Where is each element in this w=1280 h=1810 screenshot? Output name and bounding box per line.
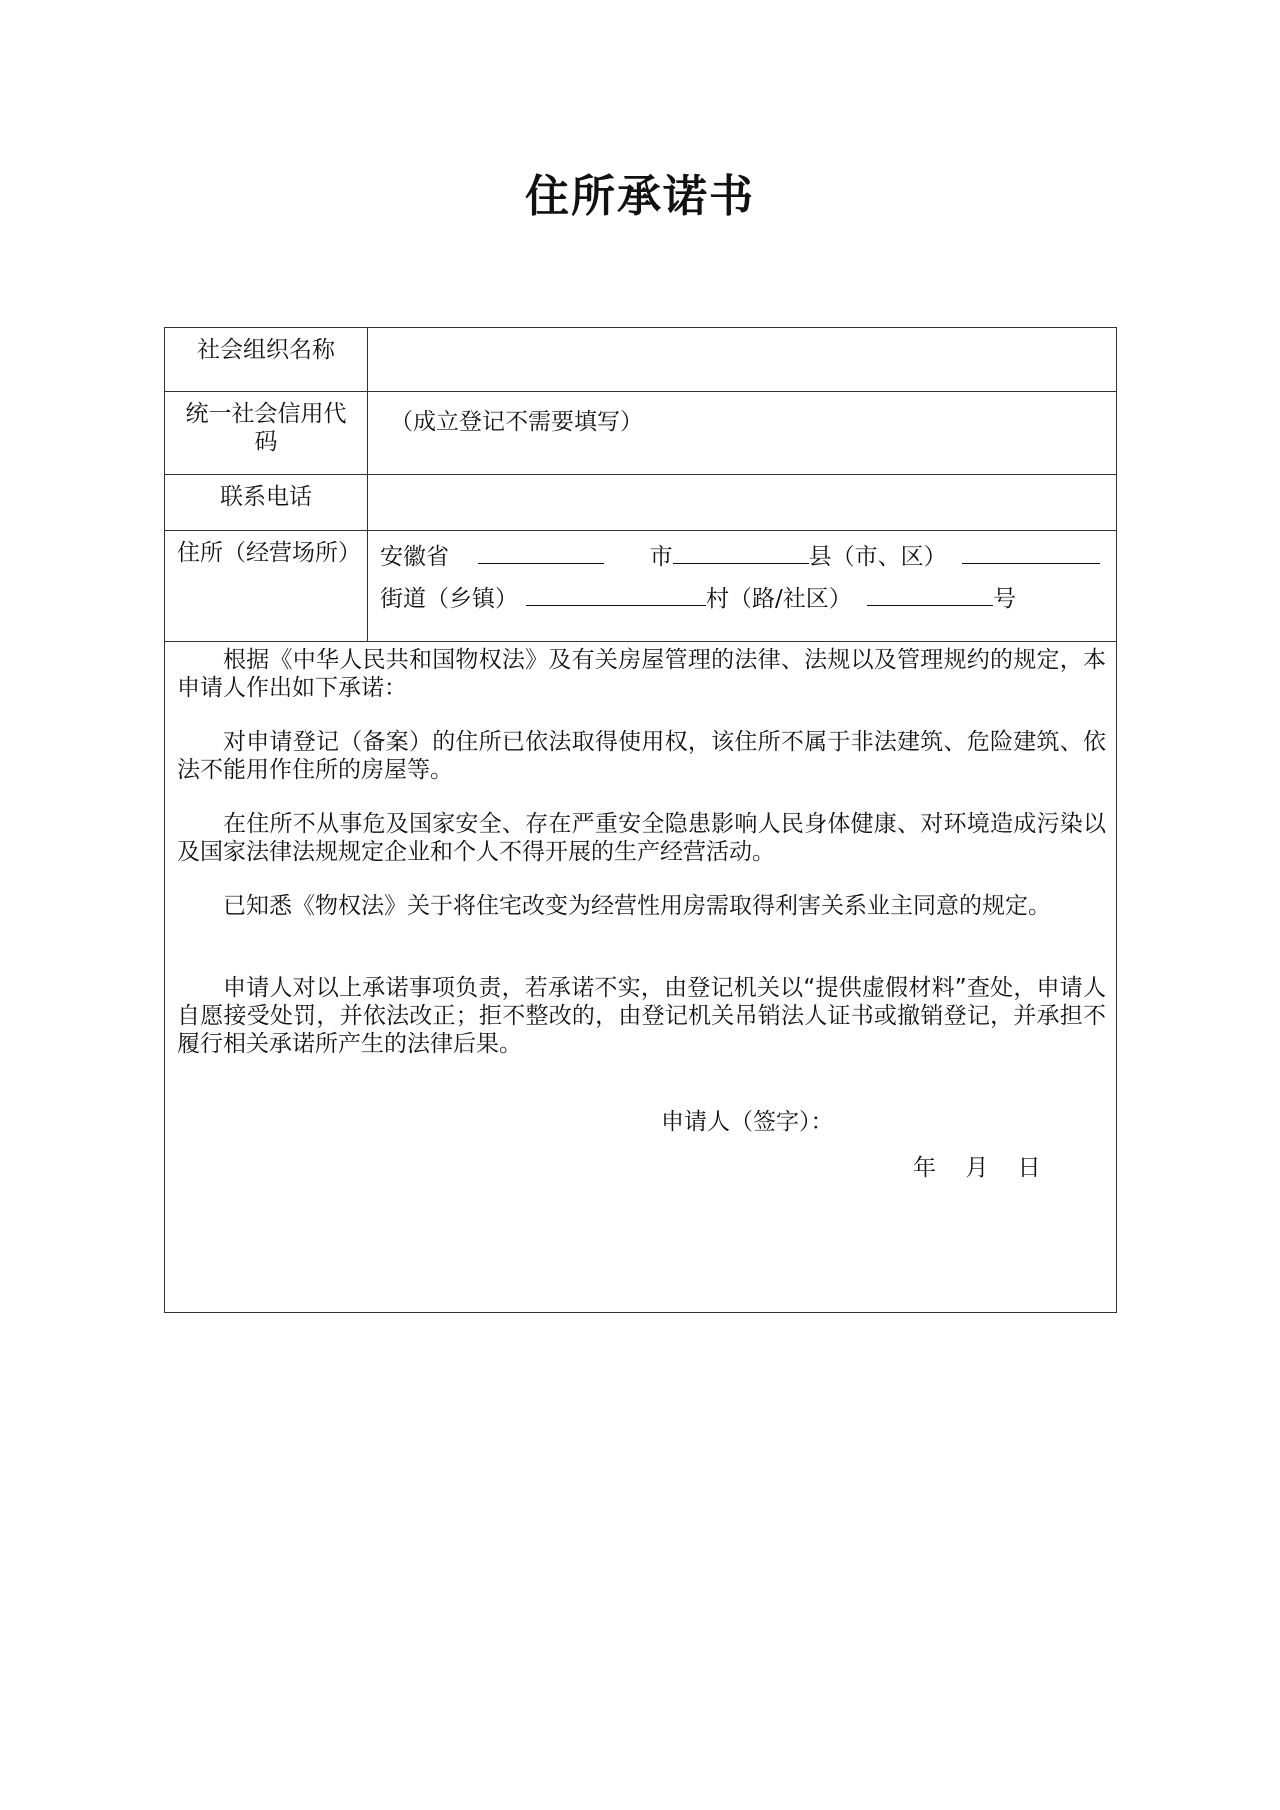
street-blank[interactable] <box>526 583 706 606</box>
address-line-2 <box>380 583 1016 614</box>
row-address <box>165 531 1116 642</box>
number-suffix: 号 <box>993 586 1017 612</box>
row-phone <box>165 475 1116 531</box>
credit-code-hint: （成立登记不需要填写） <box>390 409 643 435</box>
paragraph-5: 申请人对以上承诺事项负责，若承诺不实，由登记机关以“提供虚假材料”查处，申请人自愿接受处罚，并依法改正；拒不整改的，由登记机关吊销法人证书或撤销登记，并承担不履行相关承诺所产生的法律后果。 <box>177 975 1106 1057</box>
signature-label: 申请人（签字）： <box>661 1109 834 1135</box>
paragraph-2: 对申请登记（备案）的住所已依法取得使用权，该住所不属于非法建筑、危险建筑、依法不能用作住所的房屋等。 <box>177 729 1106 783</box>
commitment-form <box>164 327 1117 1313</box>
label-org-name: 社会组织名称 <box>165 328 368 391</box>
label-phone: 联系电话 <box>165 475 368 530</box>
county-suffix: 县（市、区） <box>808 544 947 570</box>
commitment-body <box>165 642 1116 1312</box>
address-field <box>368 531 1116 641</box>
city-suffix: 市 <box>649 544 673 570</box>
date-line <box>913 1154 1063 1182</box>
province-text: 安徽省 <box>380 544 449 570</box>
date-month: 月 <box>965 1155 989 1181</box>
paragraph-1: 根据《中华人民共和国物权法》及有关房屋管理的法律、法规以及管理规约的规定，本申请人作出如下承诺： <box>177 647 1106 701</box>
paragraph-4: 已知悉《物权法》关于将住宅改变为经营性用房需取得利害关系业主同意的规定。 <box>223 893 1051 919</box>
street-text: 街道（乡镇） <box>380 586 518 612</box>
district-blank[interactable] <box>962 541 1100 564</box>
label-credit-code: 统一社会信用代码 <box>165 392 368 474</box>
credit-code-field[interactable] <box>368 392 1116 474</box>
number-blank[interactable] <box>867 583 993 606</box>
date-day: 日 <box>1017 1155 1041 1181</box>
date-year: 年 <box>913 1155 936 1181</box>
address-line-1 <box>380 541 1104 572</box>
org-name-field[interactable] <box>368 328 1116 391</box>
phone-field[interactable] <box>368 475 1116 530</box>
city-blank[interactable] <box>478 541 604 564</box>
row-org-name <box>165 328 1116 392</box>
county-blank[interactable] <box>673 541 809 564</box>
village-suffix: 村（路/社区） <box>706 586 852 612</box>
row-credit-code <box>165 392 1116 475</box>
paragraph-3: 在住所不从事危及国家安全、存在严重安全隐患影响人民身体健康、对环境造成污染以及国家法律法规规定企业和个人不得开展的生产经营活动。 <box>177 811 1106 865</box>
label-address: 住所（经营场所） <box>165 531 368 641</box>
document-title: 住所承诺书 <box>525 171 755 222</box>
